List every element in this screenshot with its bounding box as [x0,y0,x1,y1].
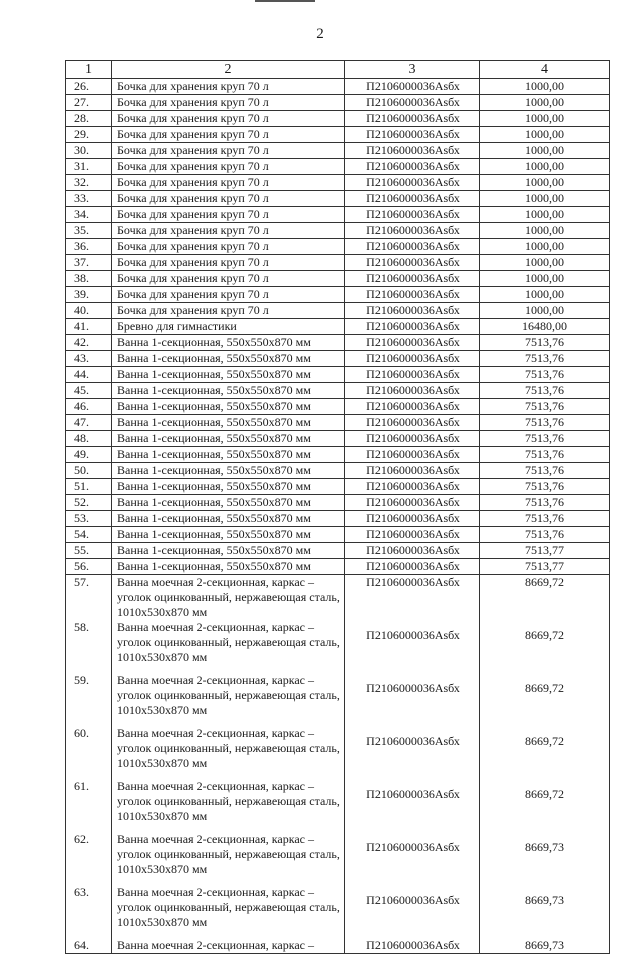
item-code: П2106000036Аsбх [345,726,480,779]
row-number: 54. [66,527,112,543]
item-name: Ванна 1-секционная, 550х550х870 мм [112,463,345,479]
table-row [66,175,610,191]
item-name: Ванна 1-секционная, 550х550х870 мм [112,543,345,559]
item-price: 7513,76 [480,527,610,543]
table-row [66,620,610,673]
row-number: 32. [66,175,112,191]
item-name: Ванна 1-секционная, 550х550х870 мм [112,399,345,415]
item-code: П2106000036Аsбх [345,495,480,511]
item-price: 7513,76 [480,415,610,431]
column-header: 1 [66,61,112,79]
row-number: 42. [66,335,112,351]
row-number: 58. [66,620,112,673]
row-number: 26. [66,79,112,95]
item-name: Ванна 1-секционная, 550х550х870 мм [112,351,345,367]
table-row [66,479,610,495]
item-price: 8669,73 [480,832,610,885]
table-row [66,351,610,367]
row-number: 48. [66,431,112,447]
item-code: П2106000036Аsбх [345,335,480,351]
row-number: 55. [66,543,112,559]
table-row [66,239,610,255]
item-code: П2106000036Аsбх [345,511,480,527]
row-number: 27. [66,95,112,111]
item-price: 1000,00 [480,175,610,191]
row-number: 51. [66,479,112,495]
item-code: П2106000036Аsбх [345,223,480,239]
item-name: Ванна 1-секционная, 550х550х870 мм [112,383,345,399]
item-code: П2106000036Аsбх [345,399,480,415]
item-price: 16480,00 [480,319,610,335]
table-row [66,726,610,779]
item-name: Ванна 1-секционная, 550х550х870 мм [112,447,345,463]
item-price: 1000,00 [480,223,610,239]
table-row [66,223,610,239]
table-row [66,447,610,463]
item-price: 1000,00 [480,303,610,319]
item-code: П2106000036Аsбх [345,271,480,287]
table-row [66,319,610,335]
row-number: 46. [66,399,112,415]
item-name: Бочка для хранения круп 70 л [112,159,345,175]
item-name: Бочка для хранения круп 70 л [112,79,345,95]
table-row [66,159,610,175]
item-name: Ванна 1-секционная, 550х550х870 мм [112,495,345,511]
row-number: 28. [66,111,112,127]
item-price: 1000,00 [480,95,610,111]
row-number: 39. [66,287,112,303]
table-row [66,399,610,415]
item-name: Бочка для хранения круп 70 л [112,255,345,271]
item-name: Бочка для хранения круп 70 л [112,111,345,127]
table-row [66,303,610,319]
item-code: П2106000036Аsбх [345,191,480,207]
item-price: 7513,76 [480,431,610,447]
item-name: Ванна 1-секционная, 550х550х870 мм [112,511,345,527]
table-row [66,287,610,303]
row-number: 50. [66,463,112,479]
item-price: 7513,76 [480,351,610,367]
table-row [66,143,610,159]
item-price: 8669,72 [480,673,610,726]
row-number: 31. [66,159,112,175]
item-price: 8669,73 [480,885,610,938]
item-name: Ванна моечная 2-секционная, каркас – уголок оцинкованный, нержавеющая сталь, 1010х530х870 мм [112,885,345,938]
item-code: П2106000036Аsбх [345,111,480,127]
item-code: П2106000036Аsбх [345,673,480,726]
item-code: П2106000036Аsбх [345,885,480,938]
table-row [66,559,610,575]
item-name: Бочка для хранения круп 70 л [112,223,345,239]
item-price: 7513,76 [480,383,610,399]
item-price: 7513,76 [480,335,610,351]
item-code: П2106000036Аsбх [345,447,480,463]
item-price: 8669,72 [480,575,610,621]
row-number: 30. [66,143,112,159]
item-name: Бочка для хранения круп 70 л [112,143,345,159]
row-number: 37. [66,255,112,271]
item-code: П2106000036Аsбх [345,415,480,431]
item-name: Ванна 1-секционная, 550х550х870 мм [112,335,345,351]
table-row [66,779,610,832]
item-price: 1000,00 [480,159,610,175]
item-name: Бочка для хранения круп 70 л [112,239,345,255]
item-code: П2106000036Аsбх [345,620,480,673]
row-number: 62. [66,832,112,885]
item-price: 8669,72 [480,726,610,779]
item-name: Ванна моечная 2-секционная, каркас – уголок оцинкованный, нержавеющая сталь, 1010х530х870 мм [112,832,345,885]
table-row [66,367,610,383]
item-price: 7513,76 [480,479,610,495]
item-name: Бревно для гимнастики [112,319,345,335]
item-name: Ванна 1-секционная, 550х550х870 мм [112,415,345,431]
item-price: 7513,76 [480,399,610,415]
table-row [66,111,610,127]
item-name: Бочка для хранения круп 70 л [112,95,345,111]
item-code: П2106000036Аsбх [345,575,480,621]
row-number: 34. [66,207,112,223]
item-price: 7513,76 [480,511,610,527]
table-row [66,463,610,479]
table-row [66,495,610,511]
item-name: Ванна моечная 2-секционная, каркас – уголок оцинкованный, нержавеющая сталь, 1010х530х870 мм [112,779,345,832]
table-header-row [66,61,610,79]
row-number: 61. [66,779,112,832]
item-name: Ванна 1-секционная, 550х550х870 мм [112,527,345,543]
item-code: П2106000036Аsбх [345,159,480,175]
item-name: Ванна моечная 2-секционная, каркас – уголок оцинкованный, нержавеющая сталь, 1010х530х870 мм [112,575,345,621]
item-code: П2106000036Аsбх [345,239,480,255]
row-number: 60. [66,726,112,779]
item-name: Бочка для хранения круп 70 л [112,271,345,287]
item-name: Ванна моечная 2-секционная, каркас – [112,938,345,954]
row-number: 43. [66,351,112,367]
table-row [66,431,610,447]
item-name: Бочка для хранения круп 70 л [112,191,345,207]
item-price: 1000,00 [480,255,610,271]
item-price: 8669,72 [480,779,610,832]
item-price: 7513,77 [480,543,610,559]
item-price: 1000,00 [480,127,610,143]
item-code: П2106000036Аsбх [345,319,480,335]
item-name: Бочка для хранения круп 70 л [112,127,345,143]
table-row [66,527,610,543]
row-number: 64. [66,938,112,954]
row-number: 38. [66,271,112,287]
item-price: 1000,00 [480,79,610,95]
item-price: 7513,76 [480,495,610,511]
table-row [66,335,610,351]
item-code: П2106000036Аsбх [345,479,480,495]
scan-edge-mark [255,0,315,2]
item-price: 1000,00 [480,239,610,255]
item-name: Бочка для хранения круп 70 л [112,207,345,223]
item-code: П2106000036Аsбх [345,207,480,223]
table-row [66,575,610,621]
item-code: П2106000036Аsбх [345,938,480,954]
item-name: Ванна 1-секционная, 550х550х870 мм [112,479,345,495]
item-code: П2106000036Аsбх [345,127,480,143]
column-header: 2 [112,61,345,79]
table-row [66,383,610,399]
item-price: 1000,00 [480,271,610,287]
item-name: Ванна 1-секционная, 550х550х870 мм [112,367,345,383]
item-code: П2106000036Аsбх [345,79,480,95]
table-row [66,673,610,726]
inventory-table [65,60,610,954]
table-row [66,191,610,207]
row-number: 53. [66,511,112,527]
row-number: 45. [66,383,112,399]
item-name: Ванна моечная 2-секционная, каркас – уголок оцинкованный, нержавеющая сталь, 1010х530х870 мм [112,620,345,673]
table-row [66,127,610,143]
table-row [66,255,610,271]
table-row [66,207,610,223]
column-header: 3 [345,61,480,79]
item-price: 7513,76 [480,447,610,463]
item-code: П2106000036Аsбх [345,559,480,575]
row-number: 29. [66,127,112,143]
item-code: П2106000036Аsбх [345,463,480,479]
item-code: П2106000036Аsбх [345,95,480,111]
row-number: 52. [66,495,112,511]
item-code: П2106000036Аsбх [345,832,480,885]
item-code: П2106000036Аsбх [345,143,480,159]
page-number: 2 [316,26,324,42]
item-code: П2106000036Аsбх [345,175,480,191]
item-price: 7513,76 [480,367,610,383]
row-number: 36. [66,239,112,255]
item-code: П2106000036Аsбх [345,367,480,383]
table-row [66,511,610,527]
row-number: 44. [66,367,112,383]
item-name: Бочка для хранения круп 70 л [112,287,345,303]
column-header: 4 [480,61,610,79]
table-row [66,95,610,111]
row-number: 56. [66,559,112,575]
item-price: 1000,00 [480,207,610,223]
item-price: 8669,72 [480,620,610,673]
item-price: 7513,76 [480,463,610,479]
item-code: П2106000036Аsбх [345,383,480,399]
table-row [66,832,610,885]
item-price: 7513,77 [480,559,610,575]
item-code: П2106000036Аsбх [345,431,480,447]
item-code: П2106000036Аsбх [345,255,480,271]
item-name: Бочка для хранения круп 70 л [112,303,345,319]
row-number: 49. [66,447,112,463]
item-name: Бочка для хранения круп 70 л [112,175,345,191]
table-row [66,79,610,95]
table-row [66,543,610,559]
table-row [66,938,610,954]
item-code: П2106000036Аsбх [345,351,480,367]
item-code: П2106000036Аsбх [345,287,480,303]
item-code: П2106000036Аsбх [345,543,480,559]
item-code: П2106000036Аsбх [345,303,480,319]
item-name: Ванна 1-секционная, 550х550х870 мм [112,431,345,447]
table-row [66,271,610,287]
item-price: 1000,00 [480,143,610,159]
item-name: Ванна моечная 2-секционная, каркас – уголок оцинкованный, нержавеющая сталь, 1010х530х870 мм [112,726,345,779]
table-body [66,79,610,954]
item-name: Ванна 1-секционная, 550х550х870 мм [112,559,345,575]
item-code: П2106000036Аsбх [345,527,480,543]
row-number: 33. [66,191,112,207]
item-price: 1000,00 [480,111,610,127]
row-number: 47. [66,415,112,431]
item-name: Ванна моечная 2-секционная, каркас – уголок оцинкованный, нержавеющая сталь, 1010х530х870 мм [112,673,345,726]
row-number: 41. [66,319,112,335]
row-number: 35. [66,223,112,239]
row-number: 59. [66,673,112,726]
table-row [66,415,610,431]
item-code: П2106000036Аsбх [345,779,480,832]
item-price: 8669,73 [480,938,610,954]
item-price: 1000,00 [480,191,610,207]
table-row [66,885,610,938]
row-number: 63. [66,885,112,938]
row-number: 40. [66,303,112,319]
item-price: 1000,00 [480,287,610,303]
row-number: 57. [66,575,112,621]
